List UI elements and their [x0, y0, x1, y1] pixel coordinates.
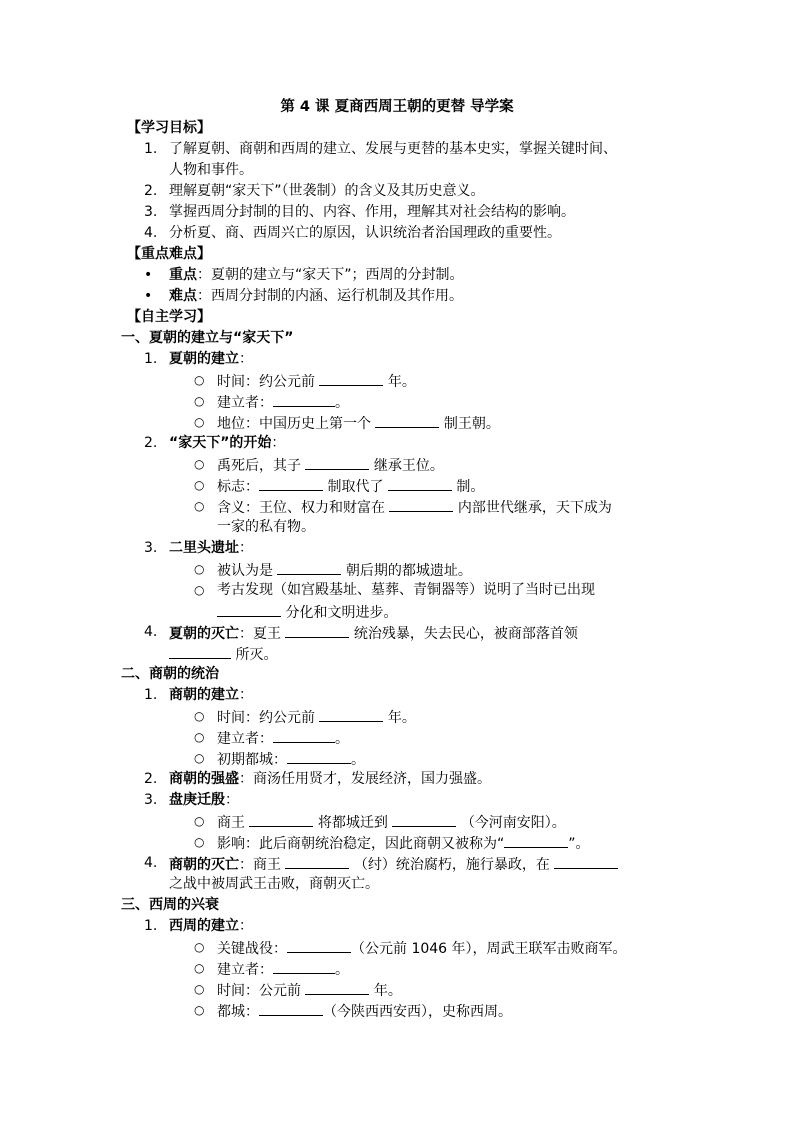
fill-blank[interactable] [169, 643, 231, 659]
bullet-icon: • [144, 288, 153, 304]
section-learning-goals: 【学习目标】 [127, 120, 211, 136]
item-label: 盘庚迁殷 [169, 792, 225, 808]
item-number: 1. [144, 687, 158, 703]
goal-number: 2. [144, 183, 158, 199]
circle-bullet-icon: ○ [194, 751, 205, 765]
circle-bullet-icon: ○ [194, 835, 205, 849]
text: 禹死后，其子 [217, 458, 301, 474]
key-label: 重点 [169, 267, 197, 283]
key-label: 难点 [169, 288, 197, 304]
circle-bullet-icon: ○ [194, 562, 205, 576]
text: 统治残暴，失去民心，被商部落首领 [353, 626, 578, 642]
text: ：商王 [239, 857, 281, 873]
fill-blank[interactable] [259, 1000, 323, 1016]
fill-blank[interactable] [277, 559, 341, 575]
part-heading-shang: 二、商朝的统治 [121, 666, 219, 682]
text: （今陕西西安西），史称西周。 [323, 1004, 512, 1020]
fill-blank[interactable] [273, 727, 335, 743]
fill-blank[interactable] [285, 853, 349, 869]
text: 年。 [387, 374, 416, 390]
part-heading-xia: 一、夏朝的建立与“家天下” [121, 330, 294, 346]
circle-bullet-icon: ○ [194, 814, 205, 828]
item-colon: ： [225, 792, 239, 808]
key-text: ：西周分封制的内涵、运行机制及其作用。 [197, 288, 463, 304]
goal-number: 1. [144, 141, 158, 157]
circle-bullet-icon: ○ [194, 709, 205, 723]
item-number: 1. [144, 918, 158, 934]
text: 时间：公元前 [217, 983, 301, 999]
text: （纣）统治腐朽，施行暴政，在 [353, 857, 550, 873]
goal-text: 了解夏朝、商朝和西周的建立、发展与更替的基本史实，掌握关键时间、 [169, 141, 617, 157]
text: 。 [335, 962, 349, 978]
item-label: 夏朝的建立 [169, 351, 239, 367]
text: ：夏王 [239, 626, 281, 642]
goal-number: 4. [144, 225, 158, 241]
text: 初期都城： [217, 752, 287, 768]
circle-bullet-icon: ○ [194, 583, 205, 597]
text: 制王朝。 [443, 416, 500, 432]
text: 被认为是 [217, 563, 273, 579]
text: 。 [335, 731, 349, 747]
text: 。 [351, 752, 365, 768]
circle-bullet-icon: ○ [194, 961, 205, 975]
text: 商王 [217, 815, 245, 831]
text: 建立者： [217, 395, 273, 411]
key-text: ：夏朝的建立与“家天下”；西周的分封制。 [197, 267, 464, 283]
circle-bullet-icon: ○ [194, 457, 205, 471]
fill-blank[interactable] [287, 748, 351, 764]
text: 考古发现（如宫殿基址、墓葬、青铜器等）说明了当时已出现 [217, 582, 595, 598]
part-heading-western-zhou: 三、西周的兴衰 [121, 897, 219, 913]
text: （今河南安阳）。 [460, 815, 566, 831]
circle-bullet-icon: ○ [194, 730, 205, 744]
text: 标志： [217, 479, 259, 495]
text: 分化和文明进步。 [285, 605, 398, 621]
text: 关键战役： [217, 941, 287, 957]
text: 建立者： [217, 731, 273, 747]
fill-blank[interactable] [319, 706, 383, 722]
circle-bullet-icon: ○ [194, 499, 205, 513]
fill-blank[interactable] [375, 412, 439, 428]
item-colon: ： [239, 351, 253, 367]
item-label: 夏朝的灭亡 [169, 626, 239, 642]
text: 含义：王位、权力和财富在 [217, 500, 385, 516]
text: 年。 [373, 983, 402, 999]
text: 。 [335, 395, 349, 411]
item-label: 二里头遗址 [169, 540, 239, 556]
circle-bullet-icon: ○ [194, 394, 205, 408]
goal-text: 掌握西周分封制的目的、内容、作用，理解其对社会结构的影响。 [169, 204, 575, 220]
text: 时间：约公元前 [217, 374, 315, 390]
goal-text: 分析夏、商、西周兴亡的原因，认识统治者治国理政的重要性。 [169, 225, 561, 241]
fill-blank[interactable] [217, 601, 281, 617]
text: （公元前 1046 年），周武王联军击败商军。 [351, 941, 627, 957]
item-colon: ： [239, 687, 253, 703]
item-label: 商朝的建立 [169, 687, 239, 703]
text: 继承王位。 [373, 458, 444, 474]
section-self-study: 【自主学习】 [127, 309, 211, 325]
circle-bullet-icon: ○ [194, 373, 205, 387]
item-number: 2. [144, 435, 158, 451]
text: ：商汤任用贤才，发展经济，国力强盛。 [239, 771, 491, 787]
item-label: 商朝的强盛 [169, 771, 239, 787]
item-colon: ： [239, 918, 253, 934]
text: 所灭。 [235, 647, 278, 663]
text: 将都城迁到 [317, 815, 388, 831]
text: 时间：约公元前 [217, 710, 315, 726]
fill-blank[interactable] [389, 496, 453, 512]
item-colon: ： [271, 435, 286, 451]
fill-blank[interactable] [287, 937, 351, 953]
circle-bullet-icon: ○ [194, 982, 205, 996]
text: 制取代了 [327, 479, 384, 495]
fill-blank[interactable] [285, 622, 349, 638]
text: 一家的私有物。 [217, 519, 315, 535]
text: 建立者： [217, 962, 273, 978]
page-title: 第 4 课 夏商西周王朝的更替 导学案 [280, 99, 514, 115]
text: 影响：此后商朝统治稳定，因此商朝又被称为“ [217, 836, 505, 852]
circle-bullet-icon: ○ [194, 415, 205, 429]
goal-number: 3. [144, 204, 158, 220]
text: 都城： [217, 1004, 259, 1020]
item-label: 西周的建立 [169, 918, 239, 934]
circle-bullet-icon: ○ [194, 1003, 205, 1017]
item-number: 1. [144, 351, 158, 367]
fill-blank[interactable] [504, 832, 568, 848]
fill-blank[interactable] [305, 979, 369, 995]
text: 朝后期的都城遗址。 [345, 563, 472, 579]
fill-blank[interactable] [273, 391, 335, 407]
text: 年。 [387, 710, 416, 726]
item-number: 2. [144, 771, 158, 787]
fill-blank[interactable] [554, 853, 618, 869]
fill-blank[interactable] [392, 811, 456, 827]
item-label: 商朝的灭亡 [169, 857, 239, 873]
fill-blank[interactable] [305, 454, 369, 470]
item-number: 4. [144, 855, 158, 871]
text: 之战中被周武王击败，商朝灭亡。 [169, 876, 379, 892]
text: 地位：中国历史上第一个 [217, 416, 371, 432]
item-number: 3. [144, 792, 158, 808]
fill-blank[interactable] [273, 958, 335, 974]
fill-blank[interactable] [249, 811, 313, 827]
text: 内部世代继承，天下成为 [457, 500, 612, 516]
bullet-icon: • [144, 267, 153, 283]
section-key-points: 【重点难点】 [127, 246, 211, 262]
goal-text: 理解夏朝“家天下”（世袭制）的含义及其历史意义。 [169, 183, 485, 199]
fill-blank[interactable] [259, 475, 323, 491]
fill-blank[interactable] [388, 475, 452, 491]
circle-bullet-icon: ○ [194, 478, 205, 492]
fill-blank[interactable] [319, 370, 383, 386]
text: 制。 [456, 479, 485, 495]
text: ”。 [568, 836, 590, 852]
goal-text: 人物和事件。 [169, 162, 253, 178]
item-number: 4. [144, 624, 158, 640]
circle-bullet-icon: ○ [194, 940, 205, 954]
item-number: 3. [144, 540, 158, 556]
item-colon: ： [239, 540, 253, 556]
item-label: “家天下”的开始 [169, 435, 272, 451]
